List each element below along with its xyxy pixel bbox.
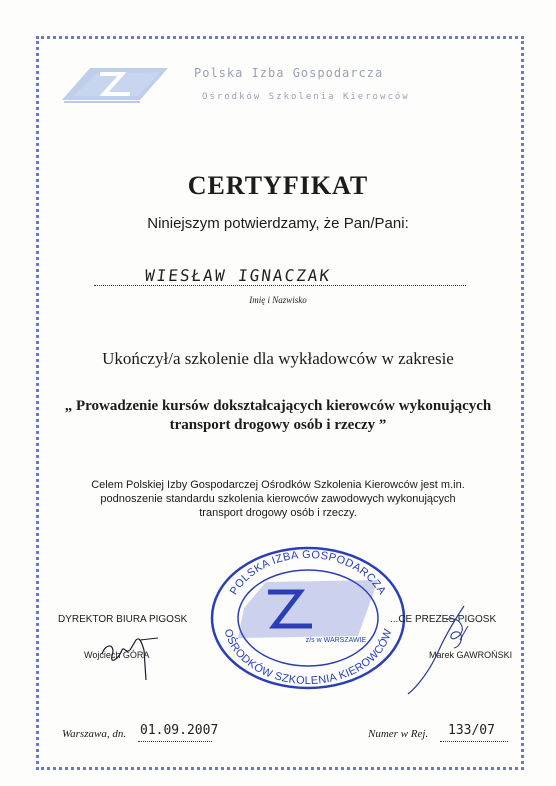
org-header-line1: Polska Izba Gospodarcza [194, 66, 384, 80]
stamp-seat-text: z/s w WARSZAWIE [305, 637, 367, 644]
date-dotted-line [138, 741, 212, 742]
left-handwritten-signature [96, 620, 166, 682]
aim-line1: Celem Polskiej Izby Gospodarczej Ośrodków Szkolenia Kierowców jest m.in. [91, 479, 465, 491]
right-signatory-title: ...CE PREZES PIGOSK [390, 614, 497, 625]
pigosk-logo [60, 56, 170, 108]
left-signatory-name: Wojciech GÓRA [84, 650, 150, 660]
org-header [194, 66, 494, 102]
completed-text: Ukończył/a szkolenie dla wykładowców w zakresie [102, 349, 454, 368]
place-date-label: Warszawa, dn. [62, 728, 127, 740]
course-title [40, 397, 516, 435]
aim-paragraph [60, 478, 496, 520]
name-dotted-line [94, 285, 466, 286]
course-title-line1: „ Prowadzenie kursów dokształcających kierowców wykonujących [64, 398, 492, 414]
registry-number: 133/07 [448, 723, 495, 738]
aim-line2: podnoszenie standardu szkolenia kierowców zawodowych wykonujących [100, 493, 456, 505]
org-header-line2: Ośrodków Szkolenia Kierowców [202, 92, 410, 102]
recipient-name: WIESŁAW IGNACZAK [144, 266, 333, 285]
registry-number-label: Numer w Rej. [368, 728, 429, 740]
official-stamp [208, 540, 408, 690]
confirm-text: Niniejszym potwierdzamy, że Pan/Pani: [147, 215, 409, 232]
aim-line3: transport drogowy osób i rzeczy. [199, 507, 357, 519]
right-signatory-name: Marek GAWROŃSKI [429, 650, 513, 660]
right-handwritten-signature [398, 600, 478, 700]
left-signatory-title: DYREKTOR BIURA PIGOSK [58, 614, 188, 625]
course-title-line2: transport drogowy osób i rzeczy ” [169, 417, 387, 433]
certificate-title: CERTYFIKAT [187, 171, 369, 200]
name-caption: Imię i Nazwisko [249, 295, 307, 305]
registry-dotted-line [440, 741, 508, 742]
issue-date: 01.09.2007 [140, 723, 219, 738]
stamp-bottom-text: OŚRODKÓW SZKOLENIA KIEROWCÓW [221, 627, 395, 688]
stamp-top-text: POLSKA IZBA GOSPODARCZA [227, 548, 389, 598]
